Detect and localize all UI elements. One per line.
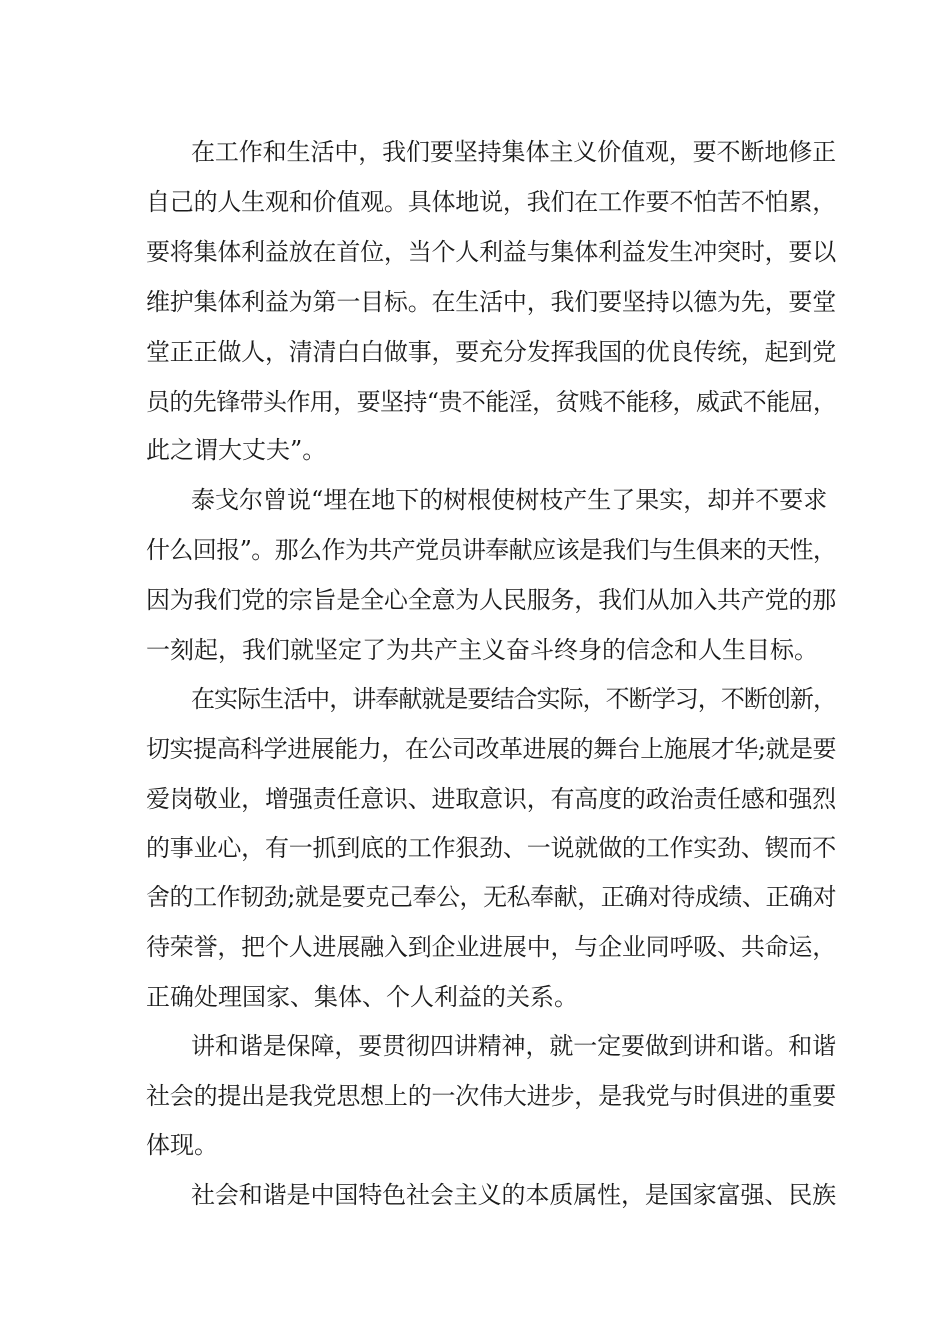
paragraph-2-line-2: 什么回报”。那么作为共产党员讲奉献应该是我们与生俱来的天性， (146, 536, 837, 564)
paragraph-3-line-4: 的事业心，有一抓到底的工作狠劲、一说就做的工作实劲、锲而不 (146, 834, 836, 862)
paragraph-4-line-2: 社会的提出是我党思想上的一次伟大进步，是我党与时俱进的重要 (146, 1082, 836, 1110)
paragraph-1-line-5: 堂正正做人，清清白白做事，要充分发挥我国的优良传统，起到党 (146, 338, 836, 366)
paragraph-3-line-1: 在实际生活中，讲奉献就是要结合实际，不断学习，不断创新， (191, 685, 836, 713)
paragraph-3-line-3: 爱岗敬业，增强责任意识、进取意识，有高度的政治责任感和强烈 (146, 785, 836, 813)
paragraph-1-line-6: 员的先锋带头作用，要坚持“贵不能淫，贫贱不能移，威武不能屈， (146, 388, 837, 416)
paragraph-1-line-7: 此之谓大丈夫”。 (146, 436, 327, 464)
paragraph-1-line-4: 维护集体利益为第一目标。在生活中，我们要坚持以德为先，要堂 (146, 288, 836, 316)
paragraph-3-line-6: 待荣誉，把个人进展融入到企业进展中，与企业同呼吸、共命运， (146, 933, 836, 961)
paragraph-3-line-2: 切实提高科学进展能力，在公司改革进展的舞台上施展才华;就是要 (146, 735, 837, 763)
paragraph-2-line-3: 因为我们党的宗旨是全心全意为人民服务，我们从加入共产党的那 (146, 586, 836, 614)
paragraph-2-line-4: 一刻起，我们就坚定了为共产主义奋斗终身的信念和人生目标。 (146, 636, 818, 664)
paragraph-3-line-7: 正确处理国家、集体、个人利益的关系。 (146, 983, 578, 1011)
paragraph-1-line-3: 要将集体利益放在首位，当个人利益与集体利益发生冲突时，要以 (146, 238, 836, 266)
paragraph-4-line-3: 体现。 (146, 1131, 218, 1159)
paragraph-1-line-2: 自己的人生观和价值观。具体地说，我们在工作要不怕苦不怕累， (146, 188, 836, 216)
paragraph-3-line-5: 舍的工作韧劲;就是要克己奉公，无私奉献，正确对待成绩、正确对 (146, 883, 837, 911)
paragraph-4-line-1: 讲和谐是保障，要贯彻四讲精神，就一定要做到讲和谐。和谐 (191, 1032, 836, 1060)
paragraph-2-line-1: 泰戈尔曾说“埋在地下的树根使树枝产生了果实，却并不要求 (191, 486, 828, 514)
paragraph-1-line-1: 在工作和生活中，我们要坚持集体主义价值观，要不断地修正 (191, 138, 836, 166)
paragraph-5-line-1: 社会和谐是中国特色社会主义的本质属性，是国家富强、民族 (191, 1181, 836, 1209)
